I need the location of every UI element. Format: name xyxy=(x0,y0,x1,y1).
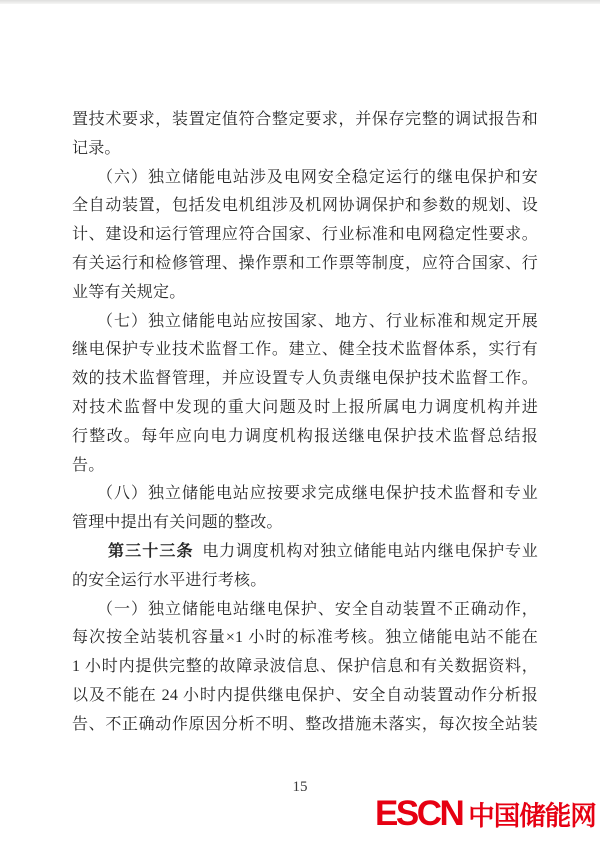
text-line: 1 小时内提供完整的故障录波信息、保护信息和有关数据资料， xyxy=(72,658,538,676)
text-line: 第三十三条 电力调度机构对独立储能电站内继电保护专业 xyxy=(108,542,538,560)
text-line: 以及不能在 24 小时内提供继电保护、安全自动装置动作分析报 xyxy=(72,686,538,704)
text-line: 告。 xyxy=(72,456,105,474)
text-line: 的安全运行水平进行考核。 xyxy=(72,571,267,589)
text-line: 全自动装置，包括发电机组涉及机网协调保护和参数的规划、设 xyxy=(72,197,538,215)
escn-logo xyxy=(375,795,596,833)
article-number-term: 第三十三条 xyxy=(108,542,194,560)
text-line: 计、建设和运行管理应符合国家、行业标准和电网稳定性要求。 xyxy=(72,226,538,244)
text-line: 每次按全站装机容量×1 小时的标准考核。独立储能电站不能在 xyxy=(72,629,538,647)
text-line: 行整改。每年应向电力调度机构报送继电保护技术监督总结报 xyxy=(72,427,538,445)
text-line: 对技术监督中发现的重大问题及时上报所属电力调度机构并进 xyxy=(72,398,538,416)
document-body xyxy=(72,106,538,740)
text-line: （一）独立储能电站继电保护、安全自动装置不正确动作， xyxy=(97,600,538,618)
logo-latin-text: ESCN xyxy=(375,794,463,833)
text-line: 记录。 xyxy=(72,139,121,157)
text-line: 效的技术监督管理，并应设置专人负责继电保护技术监督工作。 xyxy=(72,370,538,388)
text-line: （六）独立储能电站涉及电网安全稳定运行的继电保护和安 xyxy=(97,168,538,186)
text-line: 继电保护专业技术监督工作。建立、健全技术监督体系，实行有 xyxy=(72,341,538,359)
text-line: 告、不正确动作原因分析不明、整改措施未落实，每次按全站装 xyxy=(72,715,538,733)
text-line: 有关运行和检修管理、操作票和工作票等制度，应符合国家、行 xyxy=(72,254,538,272)
text-line: （八）独立储能电站应按要求完成继电保护技术监督和专业 xyxy=(97,485,538,503)
text-line: 业等有关规定。 xyxy=(72,283,186,301)
page-number: 15 xyxy=(292,779,308,795)
text-line: （七）独立储能电站应按国家、地方、行业标准和规定开展 xyxy=(97,312,538,330)
scan-edge-artifact xyxy=(0,0,600,4)
text-line: 管理中提出有关问题的整改。 xyxy=(72,514,283,532)
logo-chinese-text: 中国储能网 xyxy=(468,801,596,831)
text-line: 置技术要求，装置定值符合整定要求，并保存完整的调试报告和 xyxy=(72,111,538,128)
